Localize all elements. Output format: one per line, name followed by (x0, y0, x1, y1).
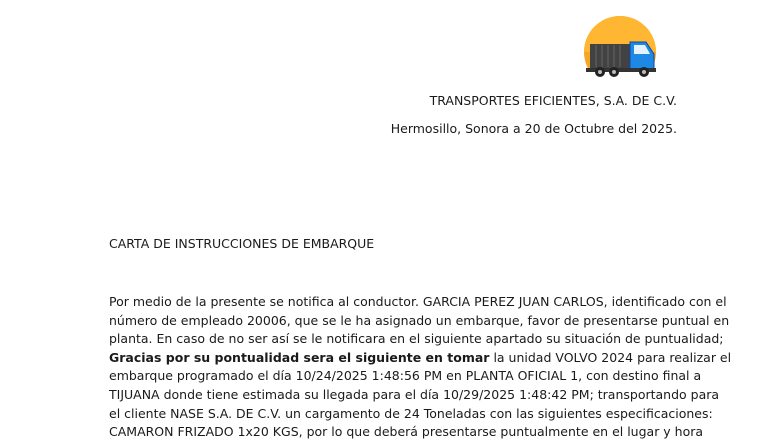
body-line: embarque programado el día 10/24/2025 1:48:56 PM en PLANTA OFICIAL 1, con destino final a (109, 368, 702, 384)
body-line: el cliente NASE S.A. DE C.V. un cargamento de 24 Toneladas con las siguientes especificaciones: (109, 405, 713, 421)
letter-body (109, 293, 732, 441)
body-line: TIJUANA donde tiene estimada su llegada para el día 10/29/2025 1:48:42 PM; transportando para (109, 386, 720, 402)
place-date: Hermosillo, Sonora a 20 de Octubre del 2025. (390, 121, 677, 136)
body-line-mixed (109, 349, 732, 368)
company-name: TRANSPORTES EFICIENTES, S.A. DE C.V. (429, 93, 677, 108)
document-title: CARTA DE INSTRUCCIONES DE EMBARQUE (109, 236, 375, 251)
body-line: número de empleado 20006, que se le ha asignado un embarque, favor de presentarse puntual en (109, 312, 730, 328)
body-line: CAMARON FRIZADO 1x20 KGS, por lo que deberá presentarse puntualmente en el lugar y hora (109, 424, 704, 440)
body-line: Por medio de la presente se notifica al conductor. GARCIA PEREZ JUAN CARLOS, identificado con el (109, 294, 727, 309)
body-line-rest: la unidad VOLVO 2024 para realizar el (493, 349, 732, 365)
bold-thanks-text: Gracias por su pontualidad sera el siguiente en tomar (109, 349, 490, 365)
truck-sun-logo-icon (574, 14, 666, 88)
body-line: planta. En caso de no ser así se le notificara en el siguiente apartado su situación de puntualidad; (109, 331, 724, 347)
